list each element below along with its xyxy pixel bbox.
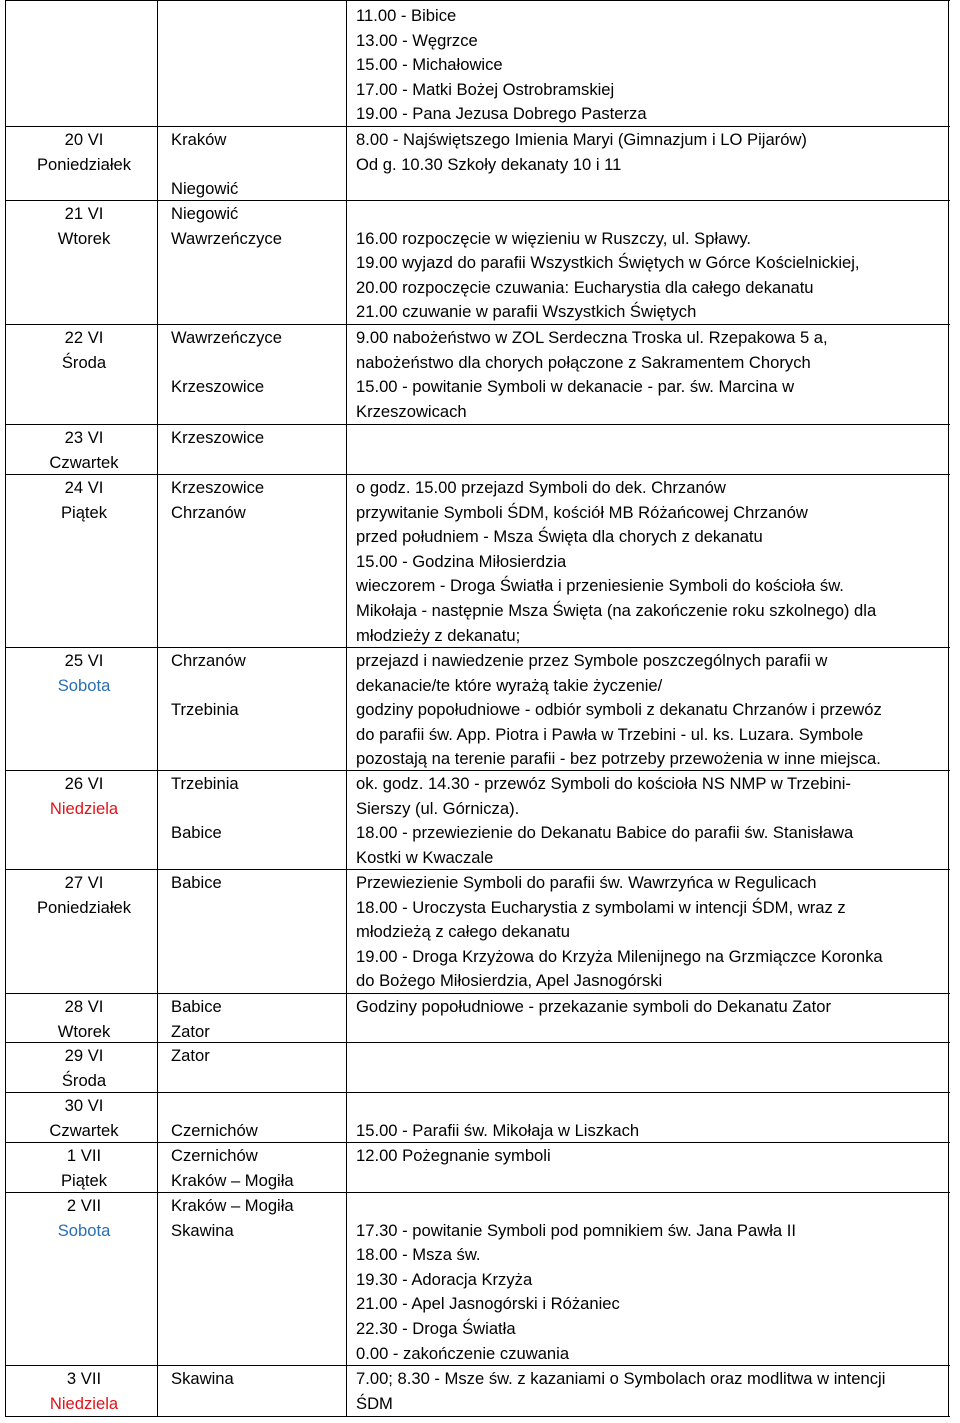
program-line: młodzieżą z całego dekanatu <box>356 922 571 942</box>
program-line: 12.00 Pożegnanie symboli <box>356 1146 551 1165</box>
program-line: 11.00 - Bibice <box>356 6 457 25</box>
program-line: dekanacie/te które wyrażą takie życzenie/ <box>356 675 663 695</box>
place-cell <box>171 128 347 202</box>
date-label: 23 VI <box>64 428 104 447</box>
place-cell <box>171 871 347 896</box>
program-line: 21.00 - Apel Jasnogórski i Różaniec <box>356 1294 620 1314</box>
place-label: Kraków – Mogiła <box>171 1170 294 1190</box>
day-cell <box>12 326 156 375</box>
program-line: Krzeszowicach <box>356 401 467 421</box>
day-cell <box>12 772 156 821</box>
weekday-label-saturday: Sobota <box>57 1220 111 1240</box>
weekday-label: Poniedziałek <box>36 154 132 174</box>
place-label: Wawrzeńczyce <box>171 328 282 347</box>
day-cell <box>12 202 156 251</box>
place-cell <box>171 772 347 846</box>
weekday-label: Środa <box>61 1070 107 1090</box>
date-label: 1 VII <box>66 1146 102 1165</box>
program-cell <box>356 128 950 177</box>
program-line: wieczorem - Droga Światła i przeniesienie Symboli do kościoła św. <box>356 576 844 596</box>
day-cell <box>12 1144 156 1193</box>
date-label: 24 VI <box>64 478 104 497</box>
program-line: 18.00 - przewiezienie do Dekanatu Babice do parafii św. Stanisława <box>356 823 854 843</box>
date-label: 25 VI <box>64 651 104 670</box>
schedule-table <box>5 0 948 1416</box>
program-line: ok. godz. 14.30 - przewóz Symboli do kościoła NS NMP w Trzebini- <box>356 774 851 793</box>
program-line: 9.00 nabożeństwo w ZOL Serdeczna Troska ul. Rzepakowa 5 a, <box>356 328 828 347</box>
place-label: Krzeszowice <box>171 428 265 447</box>
weekday-label: Czwartek <box>49 452 119 472</box>
place-cell <box>171 476 347 525</box>
date-label: 29 VI <box>64 1046 104 1065</box>
program-line: przed południem - Msza Święta dla chorych z dekanatu <box>356 527 763 547</box>
place-label: Krzeszowice <box>171 377 265 397</box>
program-line: 15.00 - powitanie Symboli w dekanacie - par. św. Marcina w <box>356 377 795 397</box>
program-line: 19.00 wyjazd do parafii Wszystkich Świętych w Górce Kościelnickiej, <box>356 253 860 273</box>
row-divider <box>5 200 950 201</box>
program-cell-continuation <box>356 4 950 127</box>
place-label: Chrzanów <box>171 651 246 670</box>
place-cell <box>171 995 347 1044</box>
place-label: Niegowić <box>171 204 239 223</box>
table-border-left <box>5 0 6 1416</box>
program-line: 0.00 - zakończenie czuwania <box>356 1343 570 1363</box>
program-line: pozostają na terenie parafii - bez potrzeby przewożenia w inne miejsca. <box>356 749 881 769</box>
weekday-label: Czwartek <box>49 1120 119 1140</box>
program-line: przejazd i nawiedzenie przez Symbole poszczególnych parafii w <box>356 651 828 670</box>
program-cell <box>356 772 950 870</box>
weekday-label: Wtorek <box>57 1021 111 1041</box>
program-line: 8.00 - Najświętszego Imienia Maryi (Gimnazjum i LO Pijarów) <box>356 130 807 149</box>
day-cell <box>12 649 156 698</box>
program-line: młodzieży z dekanatu; <box>356 625 521 645</box>
program-line: 15.00 - Godzina Miłosierdzia <box>356 551 567 571</box>
date-label: 21 VI <box>64 204 104 223</box>
program-cell <box>356 871 950 994</box>
program-line: 19.00 - Droga Krzyżowa do Krzyża Milenijnego na Grzmiączce Koronka <box>356 946 883 966</box>
program-line: 15.00 - Parafii św. Mikołaja w Liszkach <box>356 1121 640 1140</box>
place-label: Czernichów <box>171 1146 258 1165</box>
program-cell <box>356 476 950 648</box>
day-cell <box>12 1367 156 1416</box>
program-line: 17.30 - powitanie Symboli pod pomnikiem św. Jana Pawła II <box>356 1220 796 1240</box>
place-label: Babice <box>171 873 222 892</box>
place-label: Kraków – Mogiła <box>171 1196 294 1215</box>
program-cell <box>356 1144 950 1169</box>
date-label: 2 VII <box>66 1196 102 1215</box>
program-line: godziny popołudniowe - odbiór symboli z dekanatu Chrzanów i przewóz <box>356 700 882 720</box>
program-line: nabożeństwo dla chorych połączone z Sakramentem Chorych <box>356 352 811 372</box>
place-cell <box>171 1044 347 1069</box>
place-cell <box>171 426 347 451</box>
place-cell <box>171 202 347 251</box>
program-cell <box>356 202 950 325</box>
program-line: Przewiezienie Symboli do parafii św. Wawrzyńca w Regulicach <box>356 873 817 892</box>
weekday-label: Środa <box>61 352 107 372</box>
day-cell <box>12 426 156 475</box>
place-cell <box>171 1119 347 1144</box>
program-line: Mikołaja - następnie Msza Święta (na zakończenie roku szkolnego) dla <box>356 600 877 620</box>
weekday-label: Poniedziałek <box>36 897 132 917</box>
weekday-label-sunday: Niedziela <box>49 1393 119 1413</box>
program-line: 13.00 - Węgrzce <box>356 30 478 50</box>
place-label: Chrzanów <box>171 502 246 522</box>
program-line: przywitanie Symboli ŚDM, kościół MB Różańcowej Chrzanów <box>356 502 808 522</box>
date-label: 28 VI <box>64 997 104 1016</box>
weekday-label-saturday: Sobota <box>57 675 111 695</box>
program-line: 15.00 - Michałowice <box>356 55 503 75</box>
place-label: Trzebinia <box>171 774 239 793</box>
program-line: 20.00 rozpoczęcie czuwania: Eucharystia dla całego dekanatu <box>356 277 814 297</box>
place-label: Czernichów <box>171 1121 258 1140</box>
place-cell <box>171 1144 347 1193</box>
program-cell <box>356 326 950 424</box>
program-cell <box>356 649 950 772</box>
program-line: 19.30 - Adoracja Krzyża <box>356 1269 533 1289</box>
program-line: Kostki w Kwaczale <box>356 847 494 867</box>
day-cell <box>12 128 156 177</box>
place-cell <box>171 649 347 723</box>
program-line: Sierszy (ul. Górnicza). <box>356 798 520 818</box>
program-line: 18.00 - Uroczysta Eucharystia z symbolami w intencji ŚDM, wraz z <box>356 897 846 917</box>
program-cell <box>356 1119 950 1144</box>
program-line: Od g. 10.30 Szkoły dekanaty 10 i 11 <box>356 154 622 174</box>
date-label: 26 VI <box>64 774 104 793</box>
place-label: Zator <box>171 1046 210 1065</box>
weekday-label: Piątek <box>60 1170 108 1190</box>
date-label: 20 VI <box>64 130 104 149</box>
date-label: 22 VI <box>64 328 104 347</box>
place-label: Skawina <box>171 1220 234 1240</box>
day-cell <box>12 1044 156 1093</box>
program-cell <box>356 1194 950 1366</box>
day-cell <box>12 1194 156 1243</box>
date-label: 30 VI <box>64 1096 104 1115</box>
place-label: Zator <box>171 1021 210 1041</box>
program-line: ŚDM <box>356 1393 393 1413</box>
day-cell <box>12 871 156 920</box>
program-line: o godz. 15.00 przejazd Symboli do dek. Chrzanów <box>356 478 726 497</box>
program-line: 22.30 - Droga Światła <box>356 1318 516 1338</box>
place-label: Babice <box>171 997 222 1016</box>
date-label: 27 VI <box>64 873 104 892</box>
program-line: 18.00 - Msza św. <box>356 1245 481 1265</box>
place-cell <box>171 326 347 400</box>
program-line: 7.00; 8.30 - Msze św. z kazaniami o Symbolach oraz modlitwa w intencji <box>356 1369 886 1388</box>
weekday-label: Wtorek <box>57 228 111 248</box>
place-label: Krzeszowice <box>171 478 265 497</box>
date-label: 3 VII <box>66 1369 102 1388</box>
program-line: 17.00 - Matki Bożej Ostrobramskiej <box>356 79 615 99</box>
day-cell <box>12 1094 156 1143</box>
program-line: Godziny popołudniowe - przekazanie symboli do Dekanatu Zator <box>356 997 832 1016</box>
table-border-top <box>5 0 950 1</box>
weekday-label-sunday: Niedziela <box>49 798 119 818</box>
place-label: Trzebinia <box>171 700 239 720</box>
place-cell <box>171 1367 347 1392</box>
place-label: Babice <box>171 823 222 843</box>
program-line: 21.00 czuwanie w parafii Wszystkich Świętych <box>356 302 697 322</box>
place-label: Niegowić <box>171 179 239 199</box>
day-cell <box>12 995 156 1044</box>
place-label: Kraków <box>171 130 227 149</box>
place-label: Skawina <box>171 1369 234 1388</box>
program-line: do Bożego Miłosierdzia, Apel Jasnogórski <box>356 971 663 991</box>
program-cell <box>356 995 950 1020</box>
day-cell <box>12 476 156 525</box>
program-line: 19.00 - Pana Jezusa Dobrego Pasterza <box>356 104 647 124</box>
program-cell <box>356 1367 950 1416</box>
place-label: Wawrzeńczyce <box>171 228 282 248</box>
program-line: 16.00 rozpoczęcie w więzieniu w Ruszczy, ul. Spławy. <box>356 228 752 248</box>
weekday-label: Piątek <box>60 502 108 522</box>
program-line: do parafii św. App. Piotra i Pawła w Trzebini - ul. ks. Luzara. Symbole <box>356 724 864 744</box>
column-divider-1 <box>157 0 158 1416</box>
place-cell <box>171 1194 347 1243</box>
